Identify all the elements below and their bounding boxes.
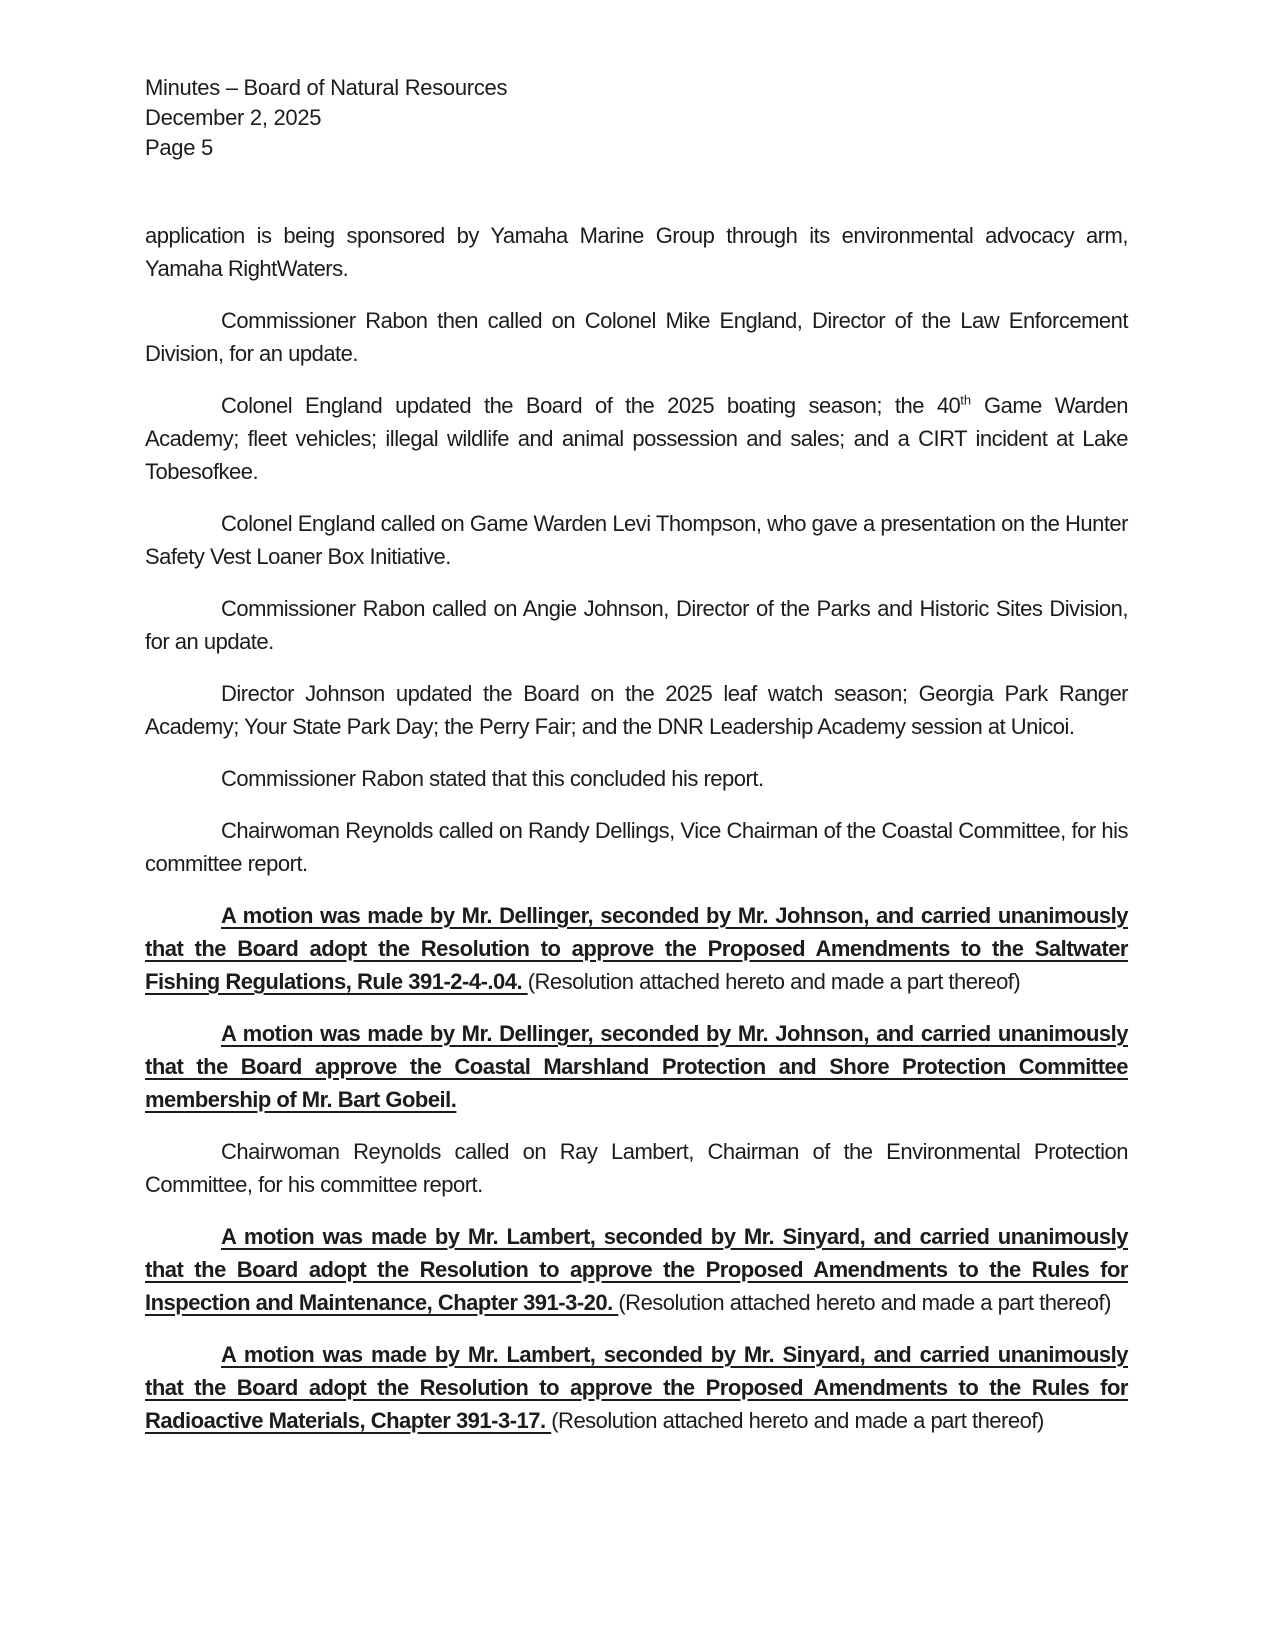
body-text: Chairwoman Reynolds called on Ray Lambert, Chairman of the Environmental Protection Committee, for his committee report. <box>145 1139 1128 1197</box>
body-text: Colonel England updated the Board of the 2025 boating season; the 40 <box>221 393 961 418</box>
paragraph <box>145 1220 1128 1319</box>
body-text: application is being sponsored by Yamaha Marine Group through its environmental advocacy arm, Yamaha RightWaters. <box>145 223 1128 281</box>
header-page-number: Page 5 <box>145 135 213 160</box>
document-header <box>145 73 1128 163</box>
motion-text: A motion was made by Mr. Lambert, seconded by Mr. Sinyard, and carried unanimously that the Board adopt the Resolution to approve the Proposed Amendments to the Rules for Radioactive Materials, Chapter 391-3-17. <box>145 1342 1128 1433</box>
superscript-text: th <box>960 392 972 408</box>
document-body <box>145 219 1128 1437</box>
paragraph <box>145 1338 1128 1437</box>
body-text: (Resolution attached hereto and made a part thereof) <box>618 1290 1111 1315</box>
header-title: Minutes – Board of Natural Resources <box>145 75 508 100</box>
paragraph <box>145 677 1128 743</box>
paragraph <box>145 389 1128 488</box>
motion-text: A motion was made by Mr. Dellinger, seconded by Mr. Johnson, and carried unanimously that the Board adopt the Resolution to approve the Proposed Amendments to the Saltwater Fishing Regulations, Rule 391-2-4-.04. <box>145 903 1128 994</box>
paragraph <box>145 1017 1128 1116</box>
body-text: Game Warden Academy; fleet vehicles; illegal wildlife and animal possession and sales; and a CIRT incident at Lake Tobesofkee. <box>145 393 1128 484</box>
body-text: (Resolution attached hereto and made a part thereof) <box>551 1408 1044 1433</box>
paragraph <box>145 814 1128 880</box>
header-date: December 2, 2025 <box>145 105 322 130</box>
paragraph <box>145 219 1128 285</box>
body-text: Commissioner Rabon stated that this concluded his report. <box>221 766 764 791</box>
body-text: Commissioner Rabon called on Angie Johnson, Director of the Parks and Historic Sites Division, for an update. <box>145 596 1128 654</box>
motion-text: A motion was made by Mr. Lambert, seconded by Mr. Sinyard, and carried unanimously that the Board adopt the Resolution to approve the Proposed Amendments to the Rules for Inspection and Maintenance, Chapter 391-3-20. <box>145 1224 1128 1315</box>
page-content <box>145 73 1128 1456</box>
motion-text: A motion was made by Mr. Dellinger, seconded by Mr. Johnson, and carried unanimously that the Board approve the Coastal Marshland Protection and Shore Protection Committee membership of Mr. Bart Gobeil. <box>145 1021 1128 1112</box>
body-text: Director Johnson updated the Board on the 2025 leaf watch season; Georgia Park Ranger Academy; Your State Park Day; the Perry Fair; and the DNR Leadership Academy session at Unicoi. <box>145 681 1128 739</box>
body-text: Commissioner Rabon then called on Colonel Mike England, Director of the Law Enforcement Division, for an update. <box>145 308 1128 366</box>
paragraph <box>145 899 1128 998</box>
body-text: Chairwoman Reynolds called on Randy Dellings, Vice Chairman of the Coastal Committee, for his committee report. <box>145 818 1128 876</box>
body-text: Colonel England called on Game Warden Levi Thompson, who gave a presentation on the Hunter Safety Vest Loaner Box Initiative. <box>145 511 1128 569</box>
paragraph <box>145 762 1128 795</box>
paragraph <box>145 1135 1128 1201</box>
paragraph <box>145 507 1128 573</box>
body-text: (Resolution attached hereto and made a part thereof) <box>527 969 1021 994</box>
paragraph <box>145 304 1128 370</box>
paragraph <box>145 592 1128 658</box>
